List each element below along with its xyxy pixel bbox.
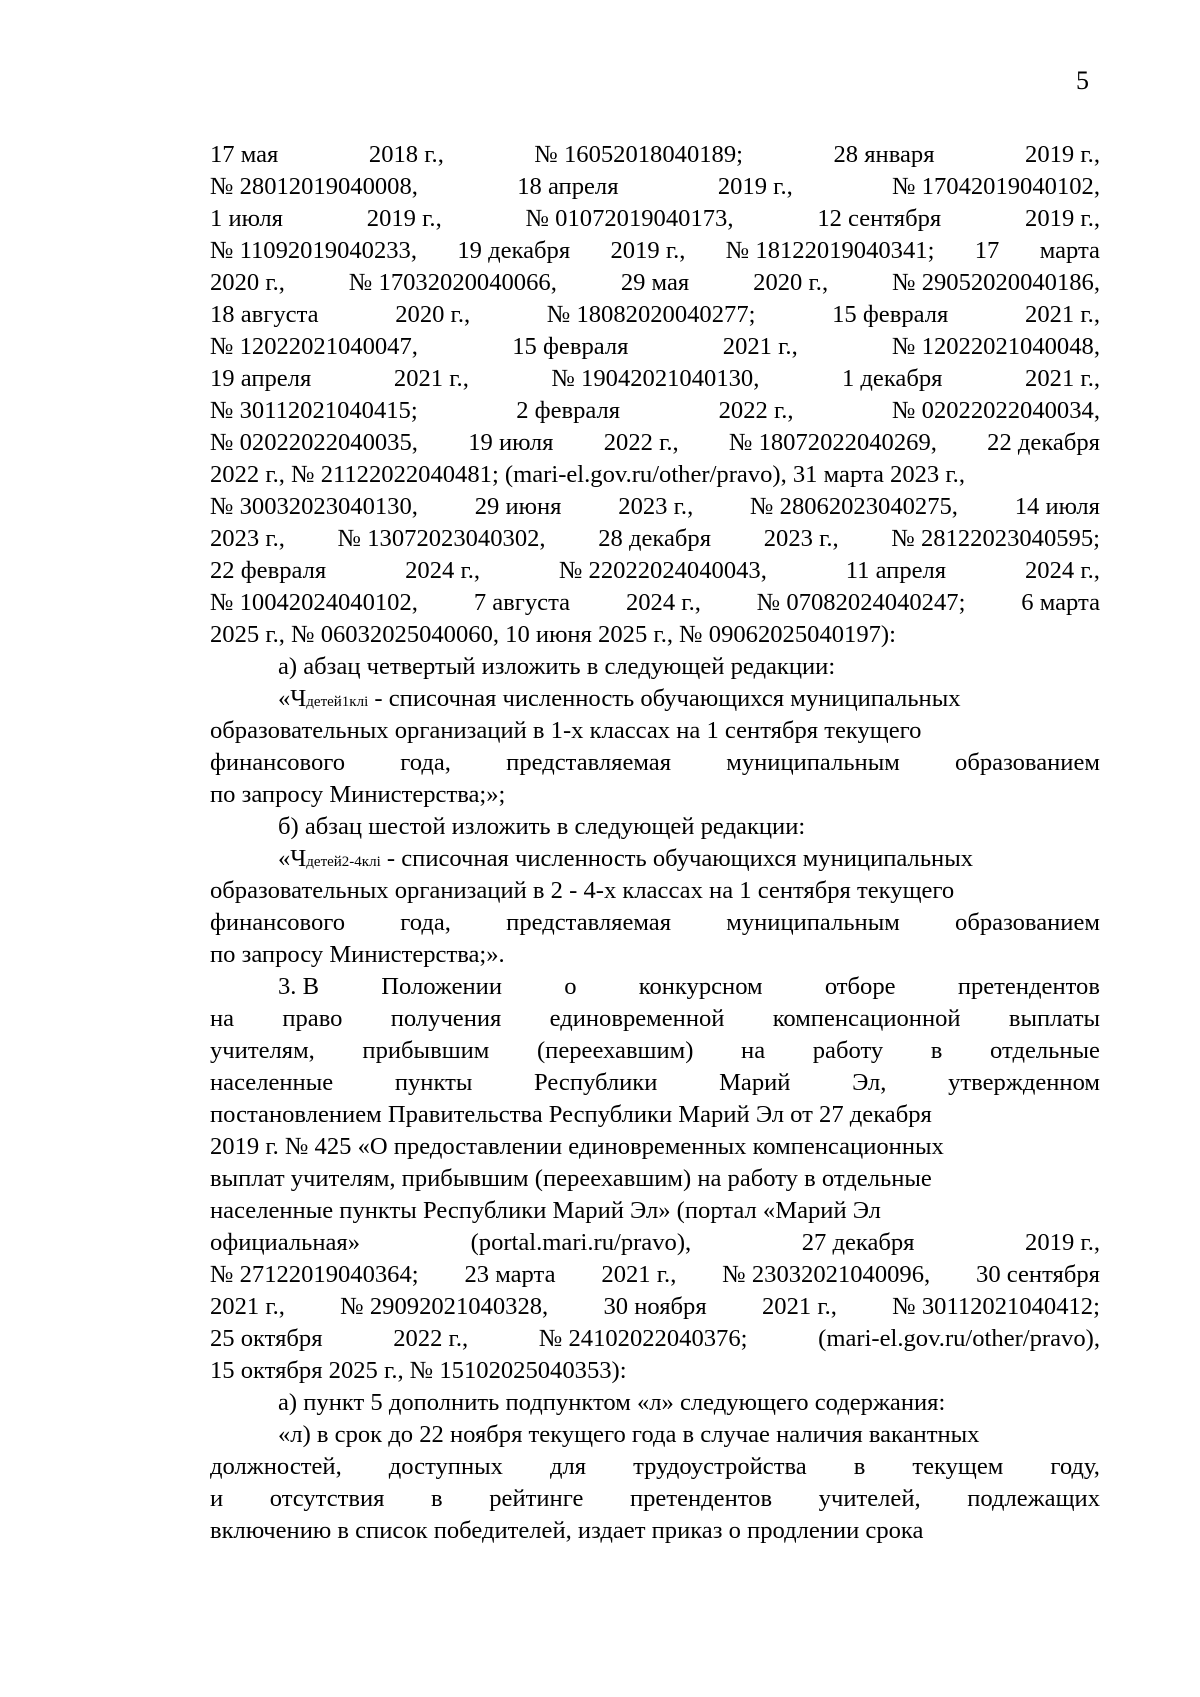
text-line <box>210 1291 1100 1323</box>
text-segment: (portal.mari.ru/pravo), <box>470 1229 692 1256</box>
text-line <box>210 139 1100 171</box>
text-segment: Эл, <box>852 1069 887 1096</box>
text-segment: выплаты <box>1008 1005 1100 1032</box>
text-line <box>210 235 1100 267</box>
text-line <box>210 619 1100 651</box>
text-segment: 2021 г., <box>1025 301 1100 328</box>
text-segment: № 11092019040233, <box>210 237 418 264</box>
text-segment: 3. В <box>278 973 319 1000</box>
text-segment: 22 декабря <box>987 429 1100 456</box>
text-segment: 18 апреля <box>517 173 619 200</box>
text-segment: получения <box>390 1005 502 1032</box>
text-segment: № 16052018040189; <box>534 141 743 168</box>
text-segment: № 12022021040048, <box>892 333 1100 360</box>
text-line <box>210 1483 1100 1515</box>
text-segment: должностей, <box>210 1453 342 1480</box>
text-segment: образованием <box>955 909 1100 936</box>
text-segment: работу <box>812 1037 884 1064</box>
text-segment: № 18122019040341; <box>725 237 935 264</box>
text-segment: марта <box>1039 237 1100 264</box>
text-segment: 2020 г., <box>210 269 285 296</box>
text-segment: 6 марта <box>1021 589 1100 616</box>
text-segment: 2 февраля <box>516 397 621 424</box>
text-line <box>210 267 1100 299</box>
text-segment: Марий <box>719 1069 791 1096</box>
text-segment: № 30032023040130, <box>210 493 418 520</box>
text-segment: а) пункт 5 дополнить подпунктом «л» следующего содержания: <box>278 1389 946 1416</box>
text-segment: 2019 г., <box>1025 205 1100 232</box>
text-segment: 17 <box>974 237 1000 264</box>
text-segment: представляемая <box>506 909 672 936</box>
text-line <box>278 971 1100 1003</box>
text-segment: 2022 г., <box>393 1325 469 1352</box>
text-segment: 19 апреля <box>210 365 312 392</box>
text-segment: финансового <box>210 749 346 776</box>
text-segment: доступных <box>388 1453 503 1480</box>
text-line <box>210 1163 1100 1195</box>
text-segment: 2021 г., <box>722 333 798 360</box>
text-line <box>210 523 1100 555</box>
text-segment: и <box>210 1485 224 1512</box>
text-segment: 29 июня <box>474 493 562 520</box>
text-line <box>210 1515 1100 1547</box>
text-line <box>210 1323 1100 1355</box>
text-segment: № 27122019040364; <box>210 1261 419 1288</box>
text-segment: официальная» <box>210 1229 361 1256</box>
text-segment: № 18072022040269, <box>728 429 937 456</box>
text-segment: «Ч <box>278 845 307 872</box>
text-segment: 15 февраля <box>512 333 629 360</box>
text-segment: 23 марта <box>464 1261 556 1288</box>
text-line <box>210 363 1100 395</box>
text-line <box>210 1259 1100 1291</box>
text-line <box>210 331 1100 363</box>
text-segment: 25 октября <box>210 1325 323 1352</box>
text-segment: «л) в срок до 22 ноября текущего года в случае наличия вакантных <box>278 1421 980 1448</box>
text-segment: «Ч <box>278 685 307 712</box>
text-segment: муниципальным <box>726 749 900 776</box>
text-line <box>210 299 1100 331</box>
text-segment: по запросу Министерства;»; <box>210 781 506 808</box>
text-segment: 28 января <box>833 141 935 168</box>
text-segment: № 01072019040173, <box>525 205 734 232</box>
text-segment: № 23032021040096, <box>722 1261 931 1288</box>
text-segment: № 02022022040035, <box>210 429 418 456</box>
text-segment: финансового <box>210 909 346 936</box>
text-segment: муниципальным <box>726 909 900 936</box>
text-segment: 12 сентября <box>817 205 942 232</box>
text-segment: № 12022021040047, <box>210 333 418 360</box>
text-segment: 2023 г., <box>210 525 285 552</box>
text-segment: (переехавшим) <box>536 1037 694 1064</box>
text-segment: прибывшим <box>362 1037 490 1064</box>
text-segment: № 28012019040008, <box>210 173 418 200</box>
text-segment: учителям, <box>210 1037 315 1064</box>
text-segment: 2021 г., <box>601 1261 677 1288</box>
text-line <box>210 491 1100 523</box>
text-line <box>210 555 1100 587</box>
text-segment: 2019 г., <box>366 205 442 232</box>
text-line <box>210 1035 1100 1067</box>
text-line <box>210 395 1100 427</box>
text-segment: единовременной <box>549 1005 725 1032</box>
text-segment: № 17042019040102, <box>892 173 1100 200</box>
text-segment: 18 августа <box>210 301 319 328</box>
text-segment: 2019 г. № 425 «О предоставлении единовременных компенсационных <box>210 1133 944 1160</box>
text-segment: 19 июля <box>468 429 554 456</box>
text-line <box>210 939 1100 971</box>
text-line <box>210 1131 1100 1163</box>
text-segment: включению в список победителей, издает приказ о продлении срока <box>210 1517 924 1544</box>
text-segment: 2019 г., <box>1025 1229 1100 1256</box>
text-line <box>278 811 1100 843</box>
text-segment: населенные пункты Республики Марий Эл» (портал «Марий Эл <box>210 1197 881 1224</box>
text-segment: 2022 г., <box>603 429 679 456</box>
text-segment: учителей, <box>818 1485 921 1512</box>
text-segment: 2024 г., <box>625 589 701 616</box>
text-segment: образовательных организаций в 1-х классах на 1 сентября текущего <box>210 717 922 744</box>
text-segment: (mari-el.gov.ru/other/pravo), <box>818 1325 1100 1352</box>
text-segment: 2020 г., <box>395 301 471 328</box>
text-segment: № 18082020040277; <box>546 301 756 328</box>
text-segment: претендентов <box>957 973 1100 1000</box>
text-segment: компенсационной <box>772 1005 961 1032</box>
text-segment: № 30112021040412; <box>892 1293 1100 1320</box>
text-segment: № 24102022040376; <box>538 1325 748 1352</box>
text-line: «Ч детей2-4клi - списочная численность обучающихся муниципальных <box>278 843 1100 875</box>
text-segment: года, <box>400 909 451 936</box>
text-segment: 19 декабря <box>457 237 571 264</box>
text-segment: постановлением Правительства Республики Марий Эл от 27 декабря <box>210 1101 932 1128</box>
text-segment: в <box>853 1453 866 1480</box>
text-line <box>210 747 1100 779</box>
text-segment: населенные <box>210 1069 334 1096</box>
text-segment: 11 апреля <box>845 557 947 584</box>
text-segment: 1 июля <box>210 205 283 232</box>
text-line <box>210 779 1100 811</box>
text-segment: отсутствия <box>269 1485 385 1512</box>
text-segment: Республики <box>534 1069 658 1096</box>
text-line <box>210 459 1100 491</box>
text-line <box>210 907 1100 939</box>
text-segment: № 30112021040415; <box>210 397 418 424</box>
text-segment: № 22022024040043, <box>558 557 767 584</box>
text-segment: 1 декабря <box>841 365 943 392</box>
text-segment: б) абзац шестой изложить в следующей редакции: <box>278 813 806 840</box>
text-segment: № 02022022040034, <box>892 397 1100 424</box>
text-segment: в <box>431 1485 443 1512</box>
text-segment: - списочная численность обучающихся муниципальных <box>368 685 961 712</box>
text-segment: 2019 г., <box>1025 141 1100 168</box>
text-segment: на <box>741 1037 766 1064</box>
text-segment: для <box>549 1453 587 1480</box>
text-segment: № 19042021040130, <box>551 365 760 392</box>
text-segment: выплат учителям, прибывшим (переехавшим) на работу в отдельные <box>210 1165 932 1192</box>
text-line <box>210 875 1100 907</box>
text-segment: 2023 г., <box>618 493 694 520</box>
text-segment: по запросу Министерства;». <box>210 941 505 968</box>
text-line <box>210 1355 1100 1387</box>
text-segment: 22 февраля <box>210 557 327 584</box>
text-segment: 15 октября 2025 г., № 15102025040353): <box>210 1357 627 1384</box>
text-segment: на <box>210 1005 235 1032</box>
text-segment: 30 сентября <box>976 1261 1100 1288</box>
text-segment: 27 декабря <box>801 1229 915 1256</box>
text-segment: 2021 г., <box>1025 365 1100 392</box>
text-line <box>210 171 1100 203</box>
text-segment: 15 февраля <box>832 301 949 328</box>
text-segment: 7 августа <box>473 589 571 616</box>
text-line <box>210 203 1100 235</box>
text-segment: 29 мая <box>620 269 690 296</box>
text-line <box>278 651 1100 683</box>
text-segment: представляемая <box>506 749 672 776</box>
text-segment: в <box>930 1037 943 1064</box>
text-segment: 2023 г., <box>763 525 839 552</box>
text-segment: 2021 г., <box>210 1293 285 1320</box>
text-line <box>210 1227 1100 1259</box>
text-segment: № 29092021040328, <box>340 1293 549 1320</box>
text-line <box>210 1067 1100 1099</box>
text-segment: претендентов <box>629 1485 773 1512</box>
text-segment: подлежащих <box>967 1485 1100 1512</box>
text-segment: № 28122023040595; <box>891 525 1100 552</box>
text-segment: № 29052020040186, <box>892 269 1100 296</box>
text-segment: утвержденном <box>948 1069 1100 1096</box>
text-line <box>278 1419 1100 1451</box>
text-line <box>210 587 1100 619</box>
text-segment: № 28062023040275, <box>750 493 958 520</box>
text-segment: 2025 г., № 06032025040060, 10 июня 2025 г., № 09062025040197): <box>210 621 896 648</box>
text-segment: 2019 г., <box>610 237 686 264</box>
text-segment: отдельные <box>990 1037 1100 1064</box>
text-segment: образованием <box>955 749 1100 776</box>
text-segment: право <box>282 1005 343 1032</box>
text-segment: 2019 г., <box>717 173 793 200</box>
text-segment: пункты <box>394 1069 473 1096</box>
page-number: 5 <box>1076 66 1089 95</box>
text-line: «Ч детей1клi - списочная численность обучающихся муниципальных <box>278 683 1100 715</box>
text-segment: трудоустройства <box>633 1453 807 1480</box>
text-segment: 2024 г., <box>1025 557 1100 584</box>
text-segment: № 17032020040066, <box>348 269 557 296</box>
text-segment: текущем <box>912 1453 1004 1480</box>
text-segment: 2020 г., <box>753 269 829 296</box>
text-segment: году, <box>1050 1453 1100 1480</box>
text-segment: 2022 г., <box>718 397 794 424</box>
text-segment: Положении <box>381 973 502 1000</box>
text-segment: о <box>564 973 577 1000</box>
text-segment: 14 июля <box>1014 493 1100 520</box>
text-segment: 2021 г., <box>393 365 469 392</box>
text-segment: № 13072023040302, <box>337 525 546 552</box>
text-segment: отборе <box>824 973 896 1000</box>
text-segment: 2024 г., <box>405 557 481 584</box>
text-line <box>210 715 1100 747</box>
text-segment: 28 декабря <box>598 525 712 552</box>
text-segment: рейтинге <box>489 1485 584 1512</box>
text-segment: 2021 г., <box>761 1293 837 1320</box>
text-segment: № 10042024040102, <box>210 589 418 616</box>
text-line <box>210 1099 1100 1131</box>
text-segment: 30 ноября <box>603 1293 707 1320</box>
text-segment: года, <box>400 749 451 776</box>
text-segment: 2018 г., <box>368 141 444 168</box>
text-segment: № 07082024040247; <box>756 589 966 616</box>
text-segment: образовательных организаций в 2 - 4-х классах на 1 сентября текущего <box>210 877 955 904</box>
text-line <box>210 1003 1100 1035</box>
text-segment: конкурсном <box>638 973 763 1000</box>
text-segment: 2022 г., № 21122022040481; (mari-el.gov.ru/other/pravo), 31 марта 2023 г., <box>210 461 965 488</box>
text-segment: - списочная численность обучающихся муниципальных <box>380 845 974 872</box>
text-line <box>210 1451 1100 1483</box>
text-segment: а) абзац четвертый изложить в следующей редакции: <box>278 653 836 680</box>
text-line <box>278 1387 1100 1419</box>
text-line <box>210 1195 1100 1227</box>
text-line <box>210 427 1100 459</box>
text-segment: 17 мая <box>210 141 279 168</box>
